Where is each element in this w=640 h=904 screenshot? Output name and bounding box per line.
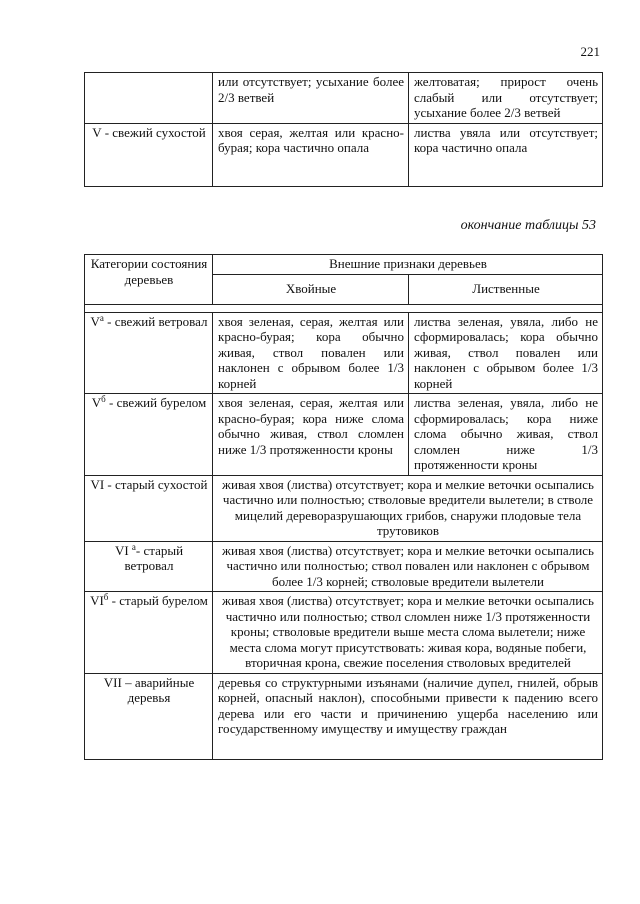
category-cell [85, 73, 213, 124]
table-row [85, 312, 603, 394]
header-category: Категории состояния деревьев [85, 255, 213, 305]
category-text: - свежий ветровал [103, 313, 208, 329]
category-superscript: а [131, 541, 136, 552]
table-row [85, 123, 603, 186]
category-cell [85, 475, 213, 541]
table-row [85, 73, 603, 124]
table-row [85, 475, 603, 541]
category-cell [85, 541, 213, 592]
header-row [85, 255, 603, 275]
table-main [84, 254, 603, 760]
table-row [85, 541, 603, 592]
category-cell: V - свежий сухостой [85, 123, 213, 186]
spacer-row [85, 304, 603, 312]
category-prefix: VI [114, 542, 132, 558]
table-row [85, 592, 603, 674]
category-text: - старый бурелом [108, 593, 208, 608]
conifer-cell: хвоя серая, желтая или красно-бурая; кора частично опала [213, 123, 409, 186]
category-text: - свежий бурелом [105, 395, 207, 410]
conifer-cell: или отсутствует; усыхание более 2/3 ветвей [213, 73, 409, 124]
category-cell [85, 312, 213, 394]
table-continuation [84, 72, 603, 187]
category-superscript: а [99, 312, 104, 323]
category-prefix: V [90, 313, 100, 329]
spacer-cell [85, 304, 603, 312]
header-deciduous: Лиственные [409, 274, 603, 304]
category-prefix: VI [90, 593, 104, 608]
deciduous-cell: листва зеленая, увяла, либо не сформировалась; кора обычно живая, ствол повален или наклонен с обрывом более 1/3 корней [409, 312, 603, 394]
table-caption: окончание таблицы 53 [460, 218, 596, 233]
category-cell [85, 394, 213, 476]
conifer-cell: хвоя зеленая, серая, желтая или красно-бурая; кора ниже слома обычно живая, ствол сломлен ниже 1/3 протяженности кроны [213, 394, 409, 476]
deciduous-cell: желтоватая; прирост очень слабый или отсутствует; усыхание более 2/3 ветвей [409, 73, 603, 124]
category-cell [85, 592, 213, 674]
category-prefix: VII – аварийные деревья [103, 674, 195, 705]
category-prefix: VI - старый сухостой [90, 476, 208, 492]
header-signs: Внешние признаки деревьев [213, 255, 603, 275]
category-superscript: б [103, 592, 109, 602]
category-cell [85, 673, 213, 759]
table-row [85, 394, 603, 476]
category-prefix: V [91, 395, 102, 410]
merged-signs-cell: деревья со структурными изъянами (наличие дупел, гнилей, обрыв корней, опасный наклон), способными привести к падению всего дерева или его части и причинению ущерба населению или государственному имуществу и имуществу граждан [213, 673, 603, 759]
category-text: - старый ветровал [124, 542, 184, 573]
header-conifer: Хвойные [213, 274, 409, 304]
conifer-cell: хвоя зеленая, серая, желтая или красно-бурая; кора обычно живая, ствол повален или наклонен с обрывом более 1/3 корней [213, 312, 409, 394]
category-superscript: б [101, 394, 106, 404]
deciduous-cell: листва увяла или отсутствует; кора частично опала [409, 123, 603, 186]
table-row [85, 673, 603, 759]
deciduous-cell: листва зеленая, увяла, либо не сформировалась; кора ниже слома обычно живая, ствол сломлен ниже 1/3 протяженности кроны [409, 394, 603, 476]
merged-signs-cell: живая хвоя (листва) отсутствует; кора и мелкие веточки осыпались частично или полностью; стволовые вредители вылетели; в стволе мицелий дереворазрушающих грибов, снаружи плодовые тела трутовиков [213, 475, 603, 541]
merged-signs-cell: живая хвоя (листва) отсутствует; кора и мелкие веточки осыпались частично или полностью; ствол сломлен ниже 1/3 протяженности кроны; стволовые вредители выше места слома вылетели; ниже места слома могут присутствовать: живая кора, водяные побеги, вторичная крона, свежие поселения стволовых вредителей [213, 592, 603, 674]
page-number: 221 [580, 44, 600, 59]
merged-signs-cell: живая хвоя (листва) отсутствует; кора и мелкие веточки осыпались частично или полностью; ствол повален или наклонен с обрывом более 1/3 корней; стволовые вредители вылетели [213, 541, 603, 592]
